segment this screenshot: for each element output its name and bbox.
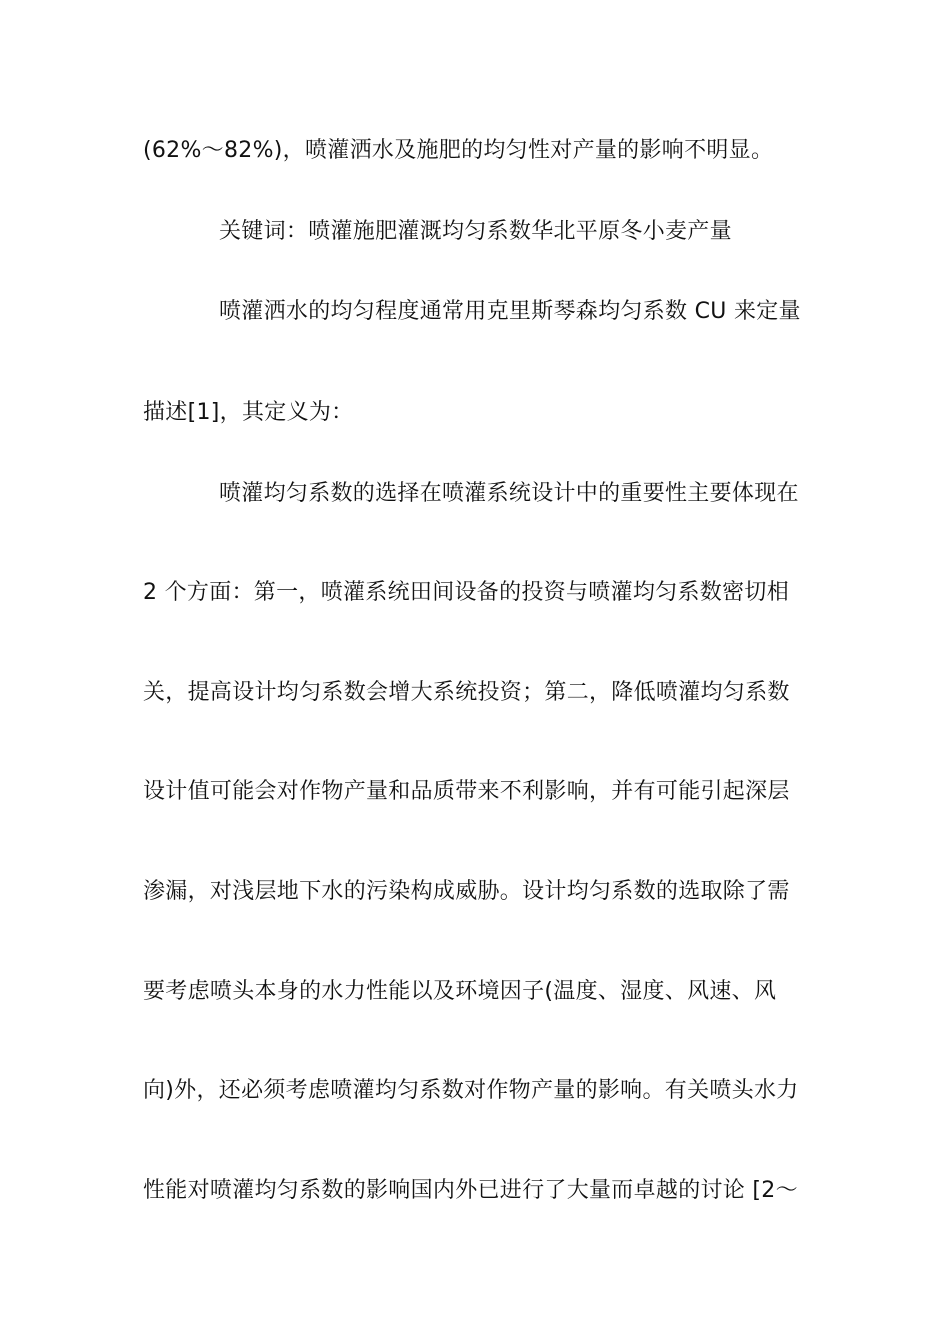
text-line: 性能对喷灌均匀系数的影响国内外已进行了大量而卓越的讨论 [2～ <box>143 1178 798 1203</box>
text-line: 2 个方面：第一，喷灌系统田间设备的投资与喷灌均匀系数密切相 <box>143 580 789 605</box>
keywords-line: 关键词：喷灌施肥灌溉均匀系数华北平原冬小麦产量 <box>219 219 732 244</box>
text-line: 设计值可能会对作物产量和品质带来不利影响，并有可能引起深层 <box>143 779 790 804</box>
paragraph-first-line: 喷灌均匀系数的选择在喷灌系统设计中的重要性主要体现在 <box>219 481 799 506</box>
text-line: 渗漏，对浅层地下水的污染构成威胁。设计均匀系数的选取除了需 <box>143 879 790 904</box>
text-line: 关，提高设计均匀系数会增大系统投资；第二，降低喷灌均匀系数 <box>143 680 790 705</box>
paragraph-first-line: 喷灌洒水的均匀程度通常用克里斯琴森均匀系数 CU 来定量 <box>219 299 801 324</box>
text-line: (62%～82%)，喷灌洒水及施肥的均匀性对产量的影响不明显。 <box>143 138 774 163</box>
text-line: 描述[1]，其定义为： <box>143 400 354 425</box>
text-line: 向)外，还必须考虑喷灌均匀系数对作物产量的影响。有关喷头水力 <box>143 1078 799 1103</box>
text-line: 要考虑喷头本身的水力性能以及环境因子(温度、湿度、风速、风 <box>143 979 777 1004</box>
